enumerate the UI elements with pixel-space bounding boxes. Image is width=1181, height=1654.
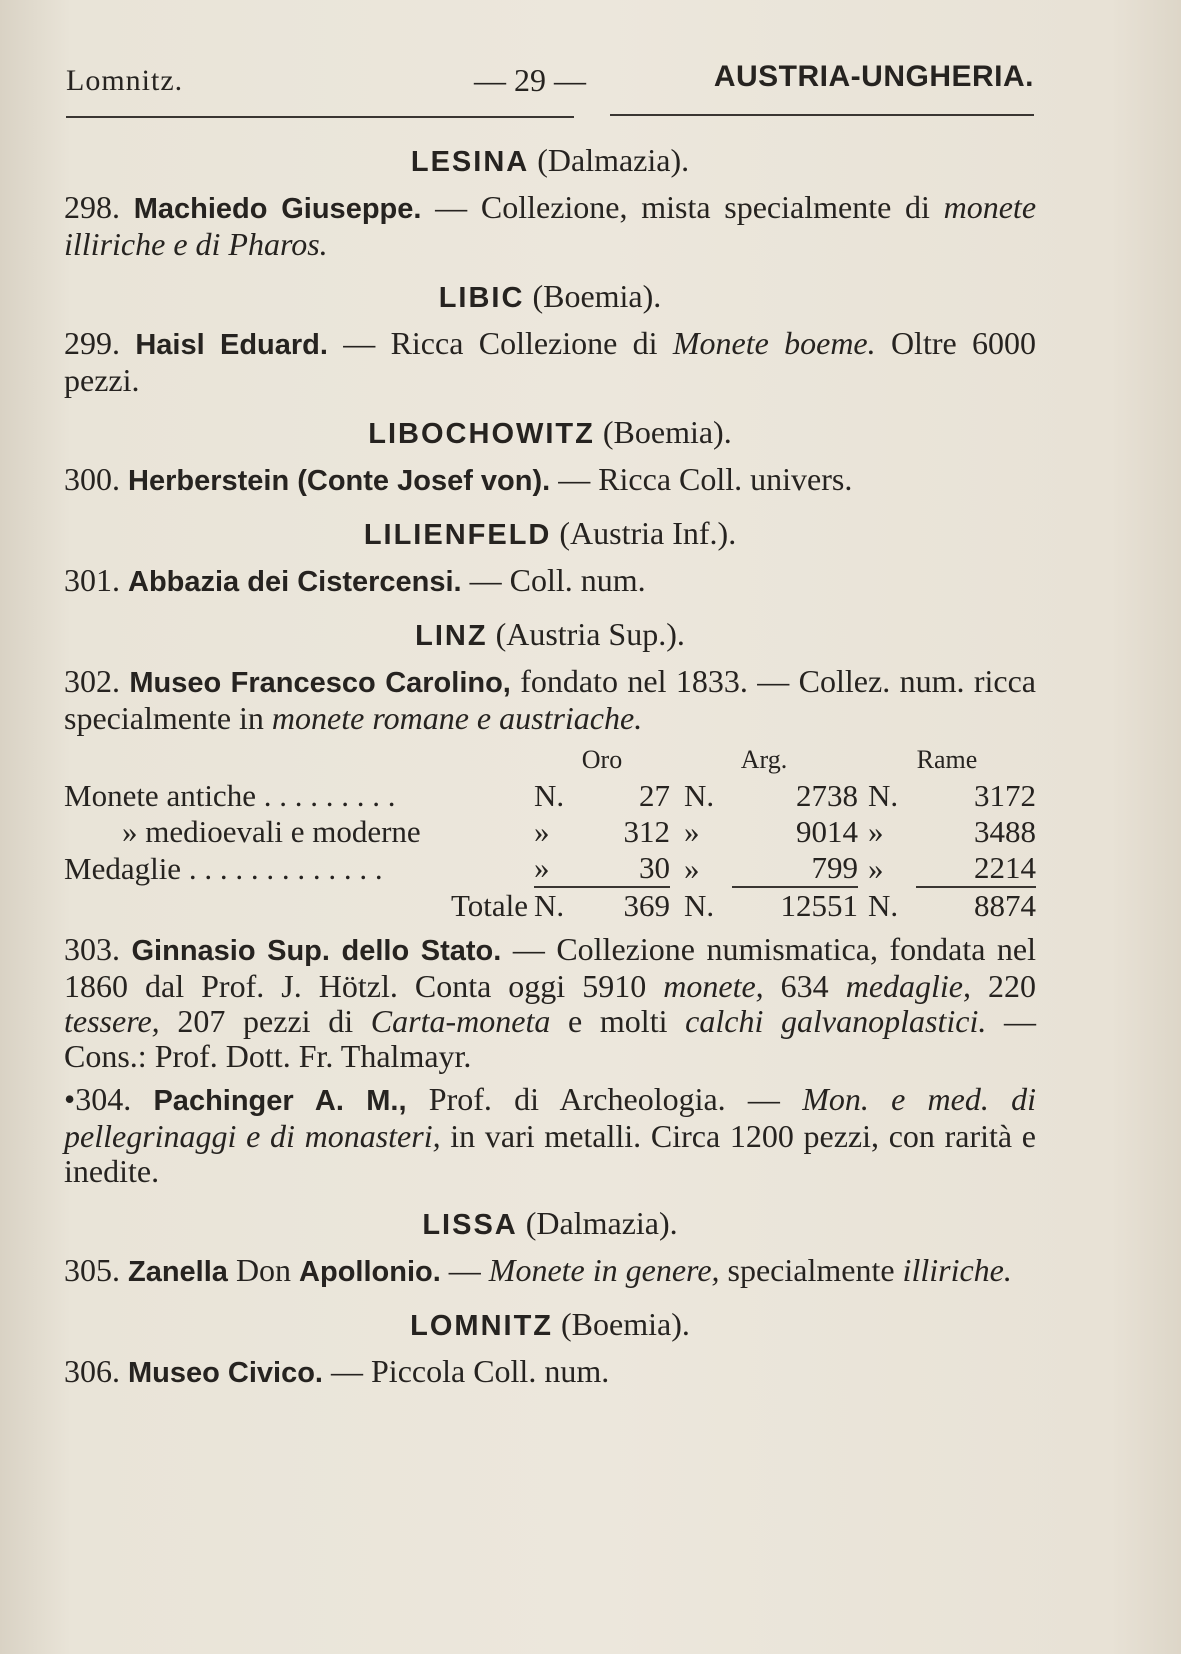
entry-number: 299. — [64, 325, 120, 361]
prefix: » — [534, 850, 550, 885]
value-rame: 2214 — [974, 850, 1036, 885]
total-oro: 369 — [582, 887, 670, 924]
entry-299 — [64, 326, 1036, 398]
entry-italic: Monete boeme. — [672, 325, 876, 361]
collector-name: Museo Francesco Carolino, — [129, 667, 511, 699]
entry-italic: monete romane e austriache. — [271, 700, 643, 736]
coin-count-table — [64, 742, 1036, 924]
collector-name: Abbazia dei Cistercensi. — [128, 566, 462, 598]
total-arg: 12551 — [732, 887, 858, 924]
entry-text: in vari metalli. Circa 1200 pezzi, con rarità e inedite. — [64, 1118, 1037, 1189]
prefix: » — [868, 850, 884, 886]
entry-text: fondato nel 1833. — Collez. num. ricca specialmente in — [64, 663, 1037, 736]
entry-text: 207 pezzi di — [159, 1003, 371, 1039]
table-row — [64, 778, 1036, 814]
column-header-oro: Oro — [581, 745, 623, 774]
entry-text: — — [440, 1252, 489, 1288]
collector-name: Haisl Eduard. — [135, 329, 328, 361]
entry-italic: monete, — [663, 968, 764, 1004]
entry-number: 300. — [64, 461, 120, 497]
entry-number: 306. — [64, 1353, 120, 1389]
entry-text: — Collezione, mista specialmente di — [421, 189, 944, 225]
entry-306 — [64, 1354, 1036, 1391]
region-name: (Boemia). — [532, 278, 662, 314]
value-arg: 2738 — [796, 778, 858, 813]
prefix: » — [684, 814, 700, 849]
entry-text: Prof. di Archeologia. — — [406, 1081, 803, 1117]
entry-italic: medaglie, — [845, 968, 971, 1004]
entry-italic: tessere, — [64, 1003, 160, 1039]
value-rame: 3172 — [974, 778, 1036, 813]
section-heading-lilienfeld — [64, 513, 1036, 555]
prefix: N. — [684, 778, 715, 813]
entry-italic: illiriche. — [902, 1252, 1012, 1288]
entry-italic: Carta-moneta — [370, 1003, 551, 1039]
section-heading-lomnitz — [64, 1304, 1036, 1346]
entry-number: 302. — [64, 663, 120, 699]
prefix: N. — [534, 778, 565, 813]
entry-italic: Monete in genere, — [488, 1252, 720, 1288]
running-head — [66, 58, 1034, 102]
region-name: (Austria Inf.). — [559, 515, 737, 551]
entry-text: — Collezione numismatica, fondata nel 1860 dal Prof. J. Hötzl. Conta oggi 5910 — [64, 931, 1036, 1004]
row-label: Monete antiche . . . . . . . . . — [64, 778, 396, 813]
region-name: (Dalmazia). — [537, 142, 690, 178]
entry-italic: Mon. e med. di pellegrinaggi e di monasteri, — [64, 1081, 1037, 1154]
entry-298 — [64, 190, 1036, 262]
region-name: (Boemia). — [561, 1306, 690, 1342]
entry-text: — Coll. num. — [461, 562, 646, 598]
entry-text: specialmente — [719, 1252, 903, 1288]
entry-305 — [64, 1253, 1036, 1290]
prefix: N. — [868, 778, 899, 813]
prefix: » — [684, 850, 700, 886]
running-head-right: AUSTRIA-UNGHERIA. — [713, 60, 1034, 93]
collector-name: Apollonio. — [299, 1256, 441, 1288]
place-name: LOMNITZ — [410, 1310, 553, 1342]
value-rame: 3488 — [974, 814, 1036, 849]
row-label: » medioevali e moderne — [122, 814, 421, 849]
section-heading-libochowitz — [64, 412, 1036, 454]
collector-name: Pachinger A. M., — [153, 1085, 407, 1117]
place-name: LINZ — [415, 620, 488, 652]
value-arg: 9014 — [796, 814, 858, 849]
collector-name: Machiedo Giuseppe. — [133, 193, 422, 225]
entry-text: e molti — [550, 1003, 686, 1039]
collector-name: Zanella — [128, 1256, 228, 1288]
table-row — [64, 850, 1036, 887]
collector-name: Herberstein (Conte Josef von). — [128, 465, 551, 497]
column-header-rame: Rame — [916, 745, 978, 774]
entry-300 — [64, 462, 1036, 499]
place-name: LIBIC — [438, 282, 525, 314]
value-oro: 30 — [639, 850, 670, 885]
place-name: LESINA — [410, 146, 530, 178]
entry-number: 298. — [64, 189, 120, 225]
entry-number: 303. — [64, 931, 120, 967]
running-head-left: Lomnitz. — [66, 64, 184, 97]
prefix: N. — [534, 887, 582, 924]
entry-text: — Cons.: Prof. Dott. Fr. Thalmayr. — [64, 1003, 1037, 1074]
entry-italic: monete illiriche e di Pharos. — [64, 189, 1037, 262]
entry-italic: calchi galvanoplastici. — [685, 1003, 987, 1039]
prefix: » — [534, 814, 550, 849]
table-header-row — [64, 742, 1036, 778]
table-total-row — [64, 887, 1036, 924]
entry-304 — [64, 1082, 1036, 1189]
entry-text: — Piccola Coll. num. — [323, 1353, 610, 1389]
region-name: (Boemia). — [602, 414, 732, 450]
value-oro: 312 — [623, 814, 670, 849]
header-rule-left — [66, 116, 574, 118]
entry-text: Oltre 6000 pezzi. — [64, 325, 1037, 398]
entry-text: — Ricca Collezione di — [327, 325, 673, 361]
total-rame: 8874 — [916, 887, 1036, 924]
entry-text: 220 — [971, 968, 1037, 1004]
prefix: N. — [684, 887, 715, 923]
table-row — [64, 814, 1036, 850]
entry-302 — [64, 664, 1036, 736]
entry-text: 634 — [763, 968, 846, 1004]
page-number: — 29 — — [474, 62, 586, 98]
entry-number: 301. — [64, 562, 120, 598]
total-label: Totale — [450, 887, 528, 923]
entry-number: 305. — [64, 1252, 120, 1288]
prefix: » — [868, 814, 884, 849]
header-rule-right — [610, 114, 1034, 116]
collector-name: Museo Civico. — [128, 1357, 323, 1389]
section-heading-libic — [64, 276, 1036, 318]
entry-text: Don — [227, 1252, 300, 1288]
row-label: Medaglie . . . . . . . . . . . . . — [64, 850, 383, 886]
entry-number: •304. — [64, 1081, 132, 1117]
region-name: (Austria Sup.). — [495, 616, 685, 652]
section-heading-lesina — [64, 140, 1036, 182]
collector-name: Ginnasio Sup. dello Stato. — [131, 935, 502, 967]
place-name: LILIENFELD — [363, 519, 552, 551]
value-oro: 27 — [639, 778, 670, 813]
place-name: LIBOCHOWITZ — [368, 418, 595, 450]
entry-303 — [64, 932, 1036, 1074]
section-heading-lissa — [64, 1203, 1036, 1245]
entry-text: — Ricca Coll. univers. — [550, 461, 853, 497]
column-header-arg: Arg. — [740, 745, 788, 774]
value-arg: 799 — [811, 850, 858, 885]
entry-301 — [64, 563, 1036, 600]
place-name: LISSA — [422, 1209, 518, 1241]
region-name: (Dalmazia). — [525, 1205, 678, 1241]
section-heading-linz — [64, 614, 1036, 656]
page-content — [64, 140, 1036, 1391]
prefix: N. — [868, 887, 899, 923]
